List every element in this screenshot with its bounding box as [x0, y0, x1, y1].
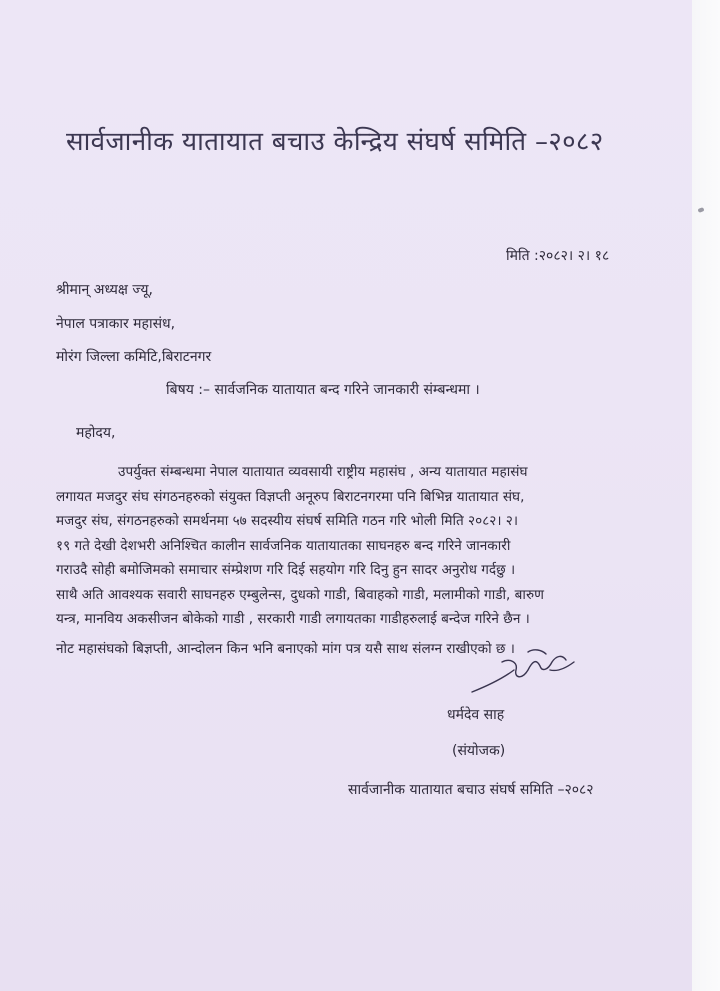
- body-line: उपर्युक्त संम्बन्धमा नेपाल यातायात व्यवसायी राष्ट्रीय महासंघ , अन्य यातायात महासंघ: [118, 464, 528, 480]
- body-line: यन्त्र, मानविय अकसीजन बोकेको गाडी , सरकारी गाडी लगायतका गाडीहरुलाई बन्देज गरिने छैन ।: [56, 611, 530, 627]
- body-line: साथै अति आवश्यक सवारी साघनहरु एम्बुलेन्स, दुधको गाडी, बिवाहको गाडी, मलामीको गाडी, बारुण: [56, 586, 544, 603]
- signatory-name: धर्मदेव साह: [447, 707, 505, 723]
- letter-date: मिति :२०८२। २। १८: [506, 248, 610, 264]
- recipient-line-3: मोरंग जिल्ला कमिटि,बिराटनगर: [56, 349, 212, 365]
- body-line: लगायत मजदुर संघ संगठनहरुको संयुक्त विज्ञप्ती अनूरुप बिराटनगरमा पनि बिभिन्न यातायात संघ,: [56, 488, 525, 505]
- salutation: महोदय,: [76, 425, 116, 441]
- recipient-line-1: श्रीमान् अध्यक्ष ज्यू,: [56, 282, 153, 298]
- signature-icon: [462, 640, 582, 706]
- edge-speck: [697, 207, 704, 213]
- signatory-organization: सार्वजानीक यातायात बचाउ संघर्ष समिति –२०८२: [348, 782, 594, 798]
- recipient-line-2: नेपाल पत्राकार महासंध,: [56, 316, 176, 332]
- body-line: १९ गते देखी देशभरी अनिश्चित कालीन सार्वजनिक यातायातका साघनहरु बन्द गरिने जानकारी: [56, 537, 511, 554]
- body-line: मजदुर संघ, संगठनहरुको समर्थनमा ५७ सदस्यीय संघर्ष समिति गठन गरि भोली मिति २०८२। २।: [56, 513, 519, 529]
- letter-body: [56, 460, 676, 632]
- body-line: गराउदै सोही बमोजिमको समाचार संम्प्रेशण गरि दिई सहयोग गरि दिनु हुन सादर अनुरोध गर्दछु ।: [56, 562, 516, 578]
- letter-note: नोट महासंघको बिज्ञप्ती, आन्दोलन किन भनि बनाएको मांग पत्र यसै साथ संलग्न राखीएको छ ।: [56, 641, 515, 657]
- letter-subject: बिषय :– सार्वजनिक यातायात बन्द गरिने जानकारी संम्बन्धमा ।: [166, 382, 480, 398]
- paper-edge: [692, 0, 720, 991]
- signatory-role: (संयोजक): [452, 743, 506, 759]
- letter-title: सार्वजानीक यातायात बचाउ केन्द्रिय संघर्ष समिति –२०८२: [66, 127, 604, 157]
